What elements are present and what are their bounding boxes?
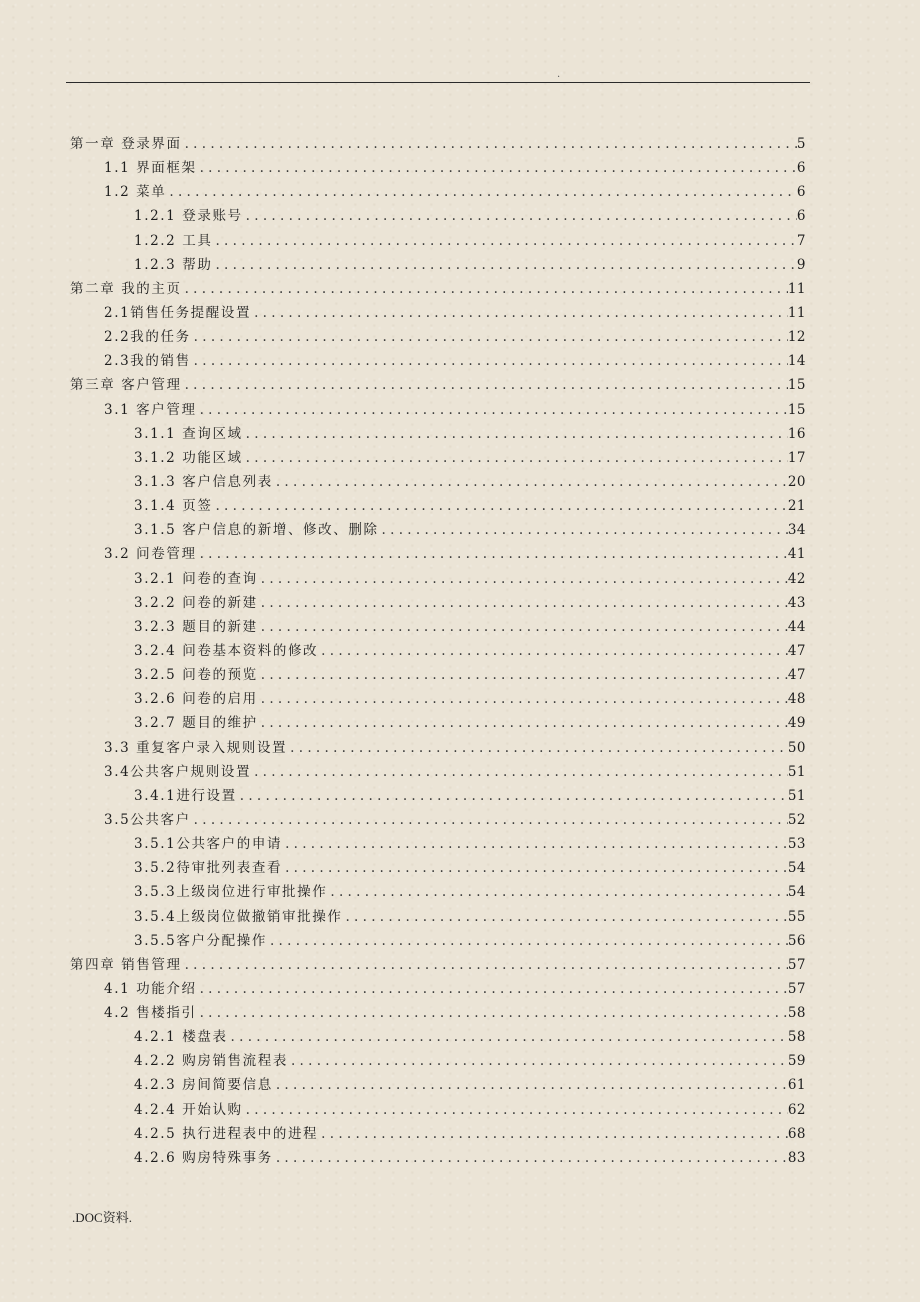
toc-dot-leader — [258, 711, 788, 735]
toc-entry[interactable] — [70, 422, 806, 446]
toc-entry[interactable] — [70, 398, 806, 422]
toc-entry[interactable] — [70, 567, 806, 591]
toc-entry-title: 4.2 售楼指引 — [104, 1005, 197, 1022]
toc-entry[interactable] — [70, 736, 806, 760]
toc-entry-page-number: 59 — [787, 1053, 806, 1070]
toc-dot-leader — [282, 856, 788, 880]
toc-dot-leader — [258, 687, 788, 711]
toc-entry-title: 3.2.1 问卷的查询 — [134, 570, 258, 587]
toc-entry[interactable] — [70, 373, 806, 397]
toc-entry-title: 4.2.3 房间简要信息 — [134, 1077, 273, 1094]
footer-text: .DOC资料. — [72, 1210, 132, 1225]
toc-dot-leader — [182, 373, 788, 397]
toc-dot-leader — [379, 518, 788, 542]
toc-dot-leader — [197, 398, 788, 422]
toc-entry-page-number: 5 — [796, 136, 806, 152]
toc-dot-leader — [273, 470, 788, 494]
toc-entry[interactable] — [70, 518, 806, 542]
toc-entry-title: 3.1 客户管理 — [104, 401, 197, 418]
toc-entry[interactable] — [70, 760, 806, 784]
toc-entry-page-number: 58 — [787, 1029, 806, 1046]
toc-entry[interactable] — [70, 639, 806, 663]
toc-entry-title: 3.2.6 问卷的启用 — [134, 691, 258, 708]
toc-entry-page-number: 49 — [787, 715, 806, 732]
toc-entry-title: 3.1.3 客户信息列表 — [134, 473, 273, 490]
toc-entry-page-number: 47 — [787, 667, 806, 684]
toc-dot-leader — [191, 808, 788, 832]
toc-entry-page-number: 12 — [787, 329, 806, 346]
toc-entry-title: 2.1销售任务提醒设置 — [104, 304, 252, 321]
toc-entry-title: 3.3 重复客户录入规则设置 — [104, 739, 288, 756]
toc-entry-title: 4.2.6 购房特殊事务 — [134, 1149, 273, 1166]
toc-dot-leader — [197, 542, 788, 566]
toc-entry-page-number: 9 — [796, 256, 806, 273]
toc-dot-leader — [191, 325, 788, 349]
toc-entry-title: 4.2.2 购房销售流程表 — [134, 1053, 288, 1070]
toc-dot-leader — [191, 349, 788, 373]
toc-entry[interactable] — [70, 856, 806, 880]
toc-entry[interactable] — [70, 591, 806, 615]
toc-dot-leader — [228, 1025, 788, 1049]
toc-entry[interactable] — [70, 542, 806, 566]
toc-entry[interactable] — [70, 180, 806, 204]
toc-entry-title: 3.4公共客户规则设置 — [104, 763, 252, 780]
header-mark: . — [557, 69, 561, 80]
toc-dot-leader — [212, 229, 796, 253]
toc-entry-page-number: 11 — [787, 280, 806, 297]
toc-entry-page-number: 52 — [787, 811, 806, 828]
toc-entry[interactable] — [70, 229, 806, 253]
toc-entry-title: 3.2.2 问卷的新建 — [134, 594, 258, 611]
toc-entry-title: 3.2.4 问卷基本资料的修改 — [134, 642, 319, 659]
toc-entry-page-number: 6 — [796, 184, 806, 201]
toc-entry-page-number: 14 — [787, 353, 806, 370]
toc-entry-page-number: 41 — [787, 546, 806, 563]
toc-entry-page-number: 20 — [787, 473, 806, 490]
toc-entry[interactable] — [70, 953, 806, 977]
toc-entry-title: 3.1.5 客户信息的新增、修改、删除 — [134, 522, 379, 539]
toc-entry[interactable] — [70, 1098, 806, 1122]
toc-entry-title: 3.2.3 题目的新建 — [134, 618, 258, 635]
toc-entry[interactable] — [70, 784, 806, 808]
toc-dot-leader — [182, 132, 797, 156]
toc-dot-leader — [243, 422, 788, 446]
toc-entry-title: 3.5.1公共客户的申请 — [134, 836, 283, 853]
toc-entry-page-number: 15 — [787, 377, 806, 394]
toc-entry[interactable] — [70, 905, 806, 929]
toc-entry-title: 第三章 客户管理 — [70, 377, 182, 394]
toc-entry[interactable] — [70, 470, 806, 494]
toc-dot-leader — [318, 1122, 788, 1146]
toc-dot-leader — [182, 277, 788, 301]
toc-dot-leader — [197, 1001, 788, 1025]
toc-entry-page-number: 62 — [787, 1101, 806, 1118]
toc-entry-title: 1.1 界面框架 — [104, 160, 197, 177]
toc-entry[interactable] — [70, 1025, 806, 1049]
toc-dot-leader — [287, 736, 788, 760]
toc-entry-page-number: 83 — [787, 1149, 806, 1166]
toc-entry[interactable] — [70, 880, 806, 904]
toc-entry[interactable] — [70, 711, 806, 735]
toc-entry-title: 4.2.4 开始认购 — [134, 1101, 243, 1118]
toc-dot-leader — [237, 784, 788, 808]
toc-dot-leader — [166, 180, 797, 204]
toc-dot-leader — [318, 639, 788, 663]
toc-entry-page-number: 17 — [787, 449, 806, 466]
toc-entry-page-number: 7 — [796, 232, 806, 249]
toc-dot-leader — [212, 253, 796, 277]
toc-entry-title: 1.2.3 帮助 — [134, 256, 213, 273]
toc-entry[interactable] — [70, 687, 806, 711]
toc-entry-page-number: 34 — [787, 522, 806, 539]
toc-entry-page-number: 54 — [787, 860, 806, 877]
toc-entry-page-number: 68 — [787, 1125, 806, 1142]
toc-dot-leader — [197, 977, 788, 1001]
toc-entry[interactable] — [70, 301, 806, 325]
toc-dot-leader — [282, 832, 788, 856]
toc-entry[interactable] — [70, 1122, 806, 1146]
toc-dot-leader — [182, 953, 788, 977]
toc-entry-title: 2.3我的销售 — [104, 353, 191, 370]
toc-entry-page-number: 6 — [796, 160, 806, 177]
toc-dot-leader — [342, 905, 787, 929]
toc-entry-page-number: 51 — [787, 763, 806, 780]
toc-entry-title: 3.2 问卷管理 — [104, 546, 197, 563]
toc-entry-page-number: 16 — [787, 425, 806, 442]
toc-entry-page-number: 58 — [787, 1005, 806, 1022]
toc-entry[interactable] — [70, 204, 806, 228]
toc-entry-title: 4.2.5 执行进程表中的进程 — [134, 1125, 319, 1142]
toc-entry-page-number: 53 — [787, 836, 806, 853]
toc-entry[interactable] — [70, 494, 806, 518]
toc-entry-title: 4.1 功能介绍 — [104, 980, 197, 997]
toc-dot-leader — [258, 567, 788, 591]
toc-dot-leader — [212, 494, 787, 518]
toc-entry[interactable] — [70, 446, 806, 470]
toc-dot-leader — [258, 663, 788, 687]
toc-dot-leader — [197, 156, 797, 180]
toc-dot-leader — [273, 1073, 788, 1097]
toc-entry-title: 第一章 登录界面 — [70, 136, 182, 152]
toc-dot-leader — [258, 615, 788, 639]
toc-entry-page-number: 51 — [787, 787, 806, 804]
toc-entry-title: 1.2.2 工具 — [134, 232, 213, 249]
toc-entry-page-number: 61 — [787, 1077, 806, 1094]
toc-entry[interactable] — [70, 1146, 806, 1170]
toc-entry-page-number: 48 — [787, 691, 806, 708]
toc-dot-leader — [258, 591, 788, 615]
toc-dot-leader — [327, 880, 787, 904]
toc-entry-page-number: 54 — [787, 884, 806, 901]
toc-entry-page-number: 55 — [787, 908, 806, 925]
toc-dot-leader — [273, 1146, 788, 1170]
toc-entry-title: 3.4.1进行设置 — [134, 787, 237, 804]
toc-entry-page-number: 56 — [787, 932, 806, 949]
toc-entry[interactable] — [70, 325, 806, 349]
toc-entry-page-number: 21 — [787, 498, 806, 515]
toc-entry-page-number: 11 — [787, 304, 806, 321]
toc-entry[interactable] — [70, 1049, 806, 1073]
toc-dot-leader — [288, 1049, 788, 1073]
toc-entry-page-number: 42 — [787, 570, 806, 587]
toc-entry-page-number: 43 — [787, 594, 806, 611]
toc-entry-title: 1.2.1 登录账号 — [134, 208, 243, 225]
toc-entry-page-number: 6 — [796, 208, 806, 225]
toc-dot-leader — [267, 929, 788, 953]
toc-entry-page-number: 15 — [787, 401, 806, 418]
toc-dot-leader — [243, 1098, 788, 1122]
toc-entry[interactable] — [70, 615, 806, 639]
toc-entry[interactable] — [70, 832, 806, 856]
toc-entry[interactable] — [70, 977, 806, 1001]
toc-entry-page-number: 47 — [787, 642, 806, 659]
toc-entry-title: 2.2我的任务 — [104, 329, 191, 346]
toc-entry-page-number: 57 — [787, 956, 806, 973]
toc-entry[interactable] — [70, 132, 806, 156]
toc-dot-leader — [251, 301, 788, 325]
toc-entry-page-number: 50 — [787, 739, 806, 756]
toc-entry[interactable] — [70, 253, 806, 277]
toc-dot-leader — [243, 446, 788, 470]
toc-entry[interactable] — [70, 663, 806, 687]
toc-entry-title: 第二章 我的主页 — [70, 280, 182, 297]
toc-entry[interactable] — [70, 156, 806, 180]
toc-entry-page-number: 57 — [787, 980, 806, 997]
toc-entry-title: 3.2.5 问卷的预览 — [134, 667, 258, 684]
toc-dot-leader — [251, 760, 788, 784]
toc-entry-title: 3.5.2待审批列表查看 — [134, 860, 283, 877]
toc-entry-title: 第四章 销售管理 — [70, 956, 182, 973]
toc-entry-title: 3.5.3上级岗位进行审批操作 — [134, 884, 328, 901]
toc-entry-title: 3.1.2 功能区域 — [134, 449, 243, 466]
header-rule — [66, 82, 810, 83]
toc-entry[interactable] — [70, 349, 806, 373]
toc-entry-title: 3.5.4上级岗位做撤销审批操作 — [134, 908, 343, 925]
toc-entry-title: 1.2 菜单 — [104, 184, 167, 201]
toc-entry-title: 3.2.7 题目的维护 — [134, 715, 258, 732]
toc-entry-title: 3.1.1 查询区域 — [134, 425, 243, 442]
toc-entry[interactable] — [70, 808, 806, 832]
toc-entry-title: 3.1.4 页签 — [134, 498, 213, 515]
toc-entry-title: 3.5公共客户 — [104, 811, 191, 828]
table-of-contents — [70, 132, 806, 1170]
toc-entry[interactable] — [70, 1073, 806, 1097]
toc-entry[interactable] — [70, 929, 806, 953]
toc-entry-title: 3.5.5客户分配操作 — [134, 932, 267, 949]
toc-dot-leader — [243, 204, 797, 228]
toc-entry[interactable] — [70, 277, 806, 301]
toc-entry-title: 4.2.1 楼盘表 — [134, 1029, 228, 1046]
toc-entry[interactable] — [70, 1001, 806, 1025]
toc-entry-page-number: 44 — [787, 618, 806, 635]
